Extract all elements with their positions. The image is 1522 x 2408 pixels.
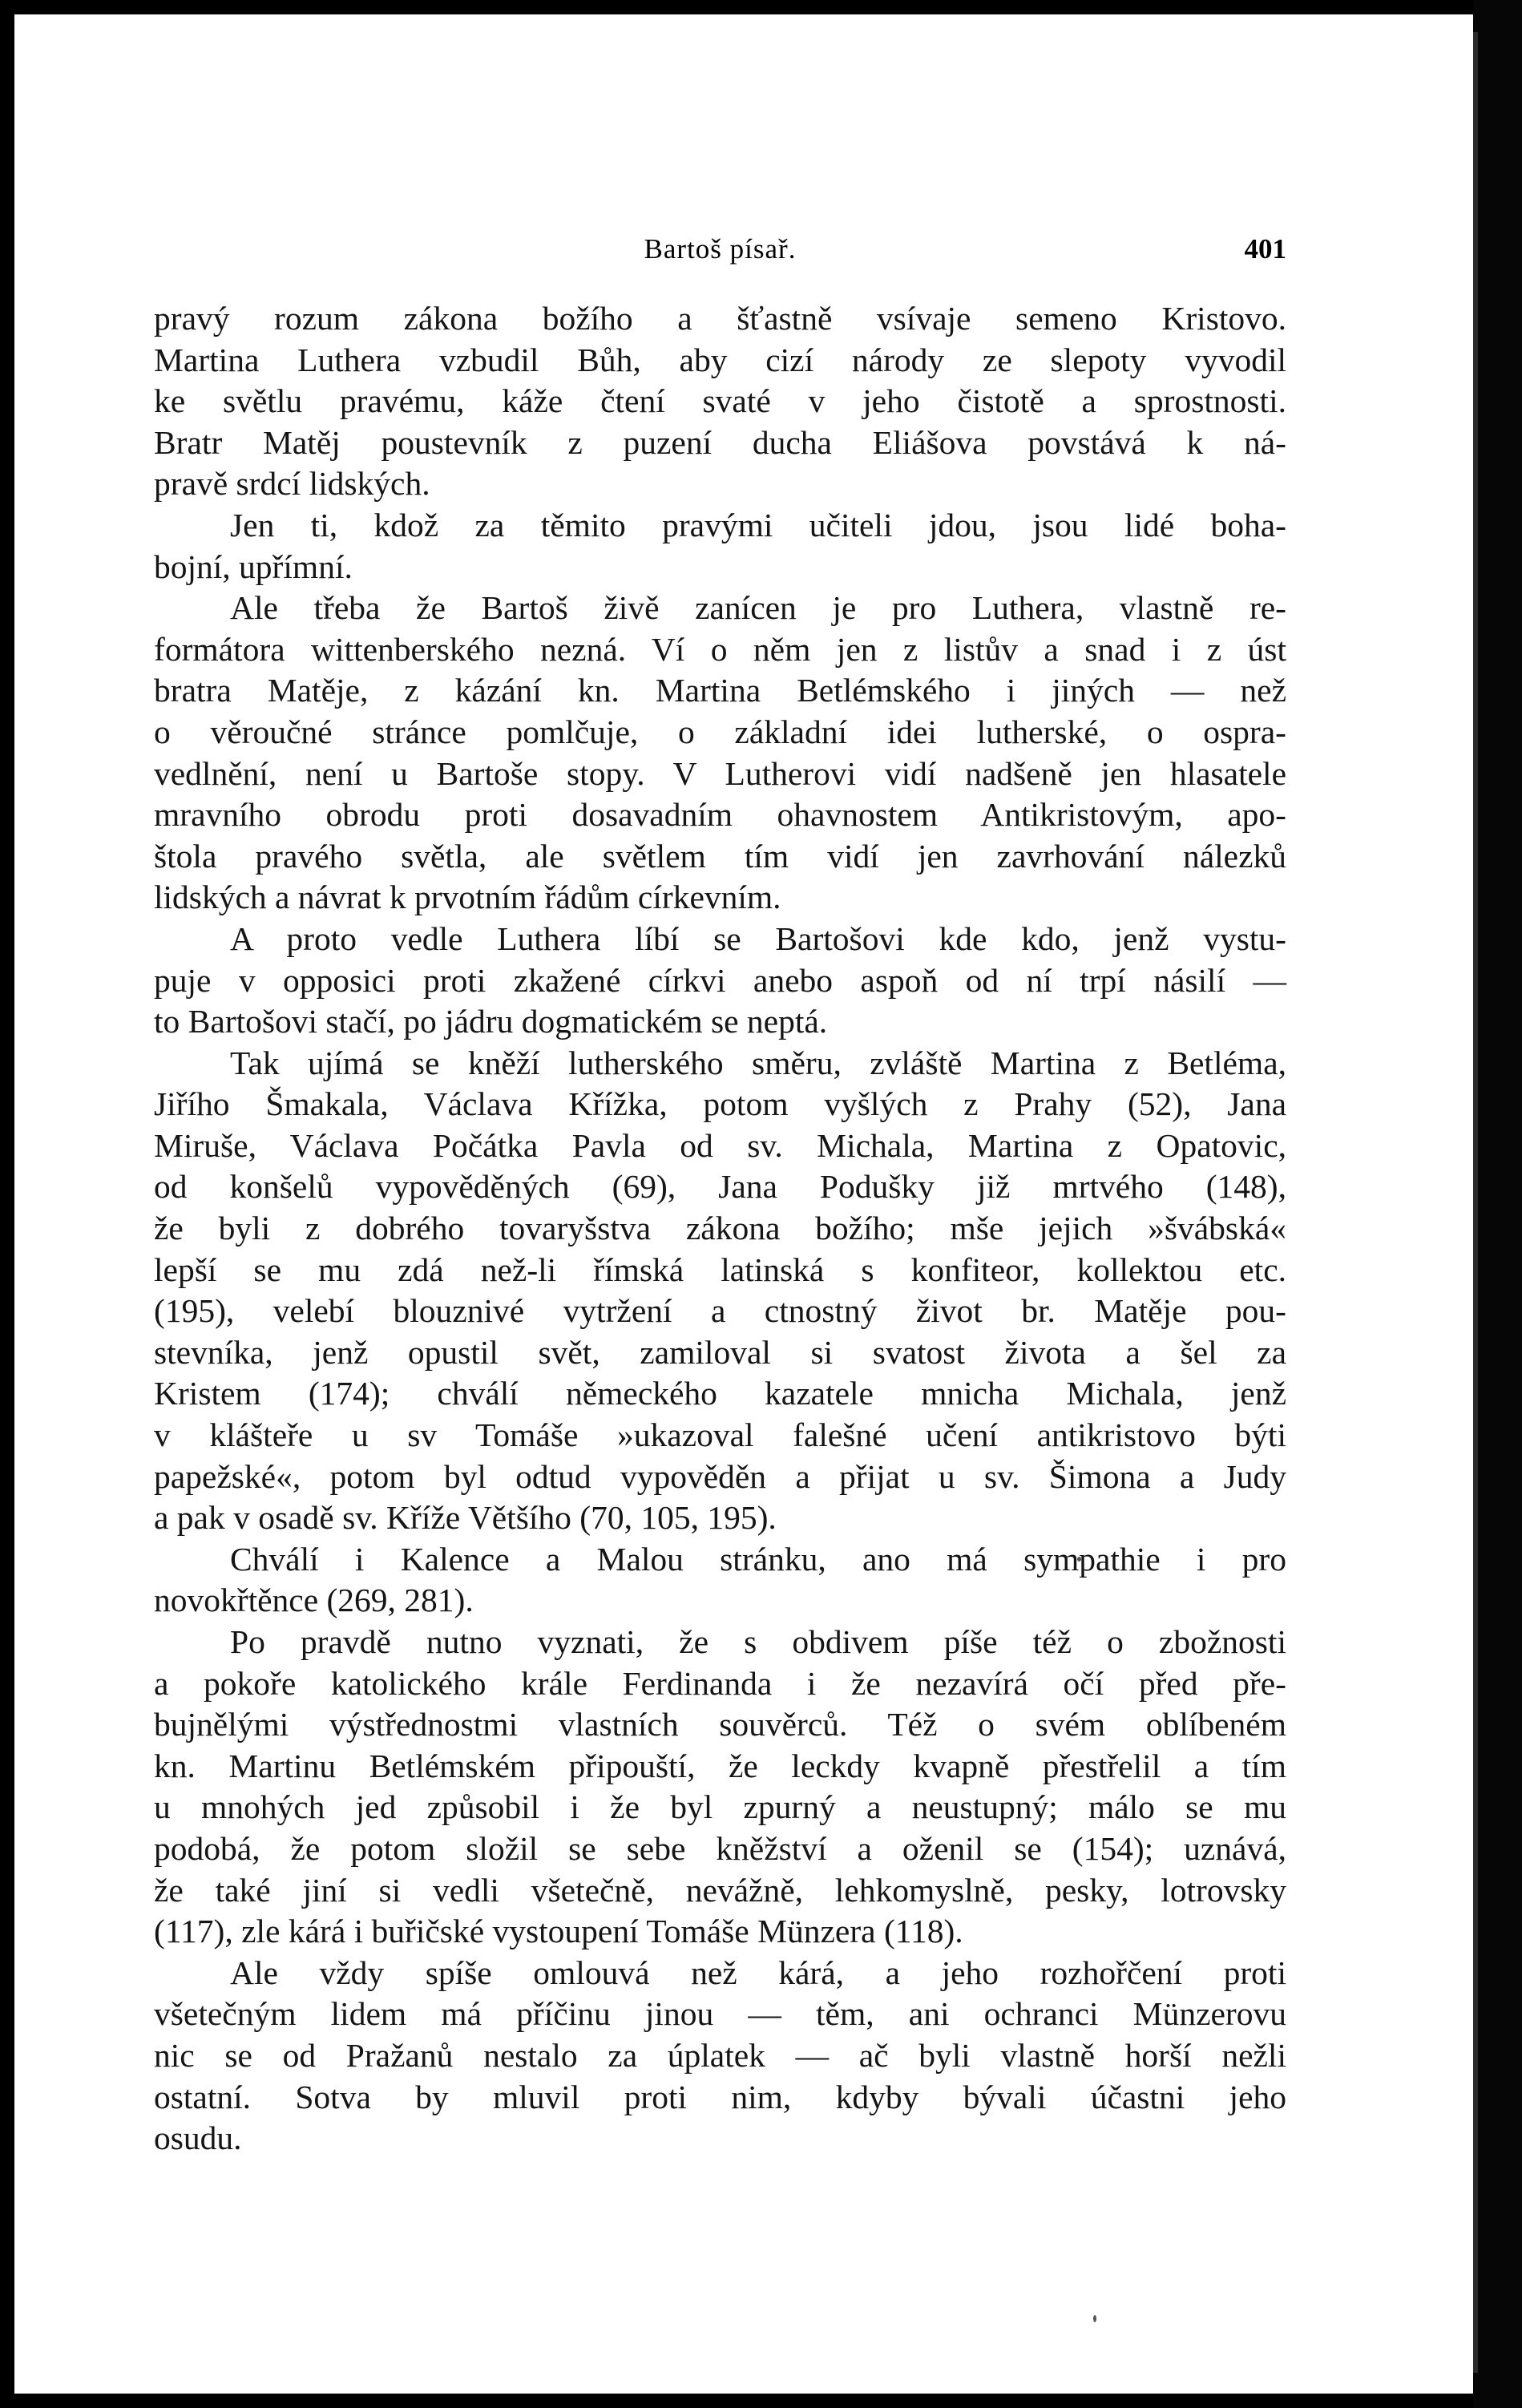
text-line: u mnohých jed způsobil i že byl zpurný a neustupný; málo se mu: [154, 1788, 1286, 1826]
text-line: (117), zle kárá i buřičské vystoupení Tomáše Münzera (118).: [154, 1913, 963, 1950]
text-line: nic se od Pražanů nestalo za úplatek — ač byli vlastně horší nežli: [154, 2036, 1286, 2074]
text-line: mravního obrodu proti dosavadním ohavnostem Antikristovým, apo-: [154, 796, 1286, 834]
text-line: ostatní. Sotva by mluvil proti nim, kdyby bývali účastni jeho: [154, 2078, 1286, 2115]
page-number: 401: [1244, 233, 1286, 265]
text-line: stevníka, jenž opustil svět, zamiloval si svatost života a šel za: [154, 1333, 1286, 1371]
scan-speck: [1093, 2315, 1096, 2322]
scan-edge-shadow: [1473, 32, 1478, 2373]
text-line: novokřtěnce (269, 281).: [154, 1582, 474, 1619]
text-line: Kristem (174); chválí německého kazatele mnicha Michala, jenž: [154, 1375, 1286, 1412]
paragraph: [154, 919, 1286, 1043]
text-line: že byli z dobrého tovaryšstva zákona božího; mše jejich »švábská«: [154, 1210, 1286, 1247]
text-line: Ale vždy spíše omlouvá než kárá, a jeho rozhořčení proti: [230, 1953, 1286, 1991]
paragraph: [154, 1539, 1286, 1622]
text-line: vedlnění, není u Bartoše stopy. V Lutherovi vidí nadšeně jen hlasatele: [154, 754, 1286, 792]
text-line: Jiřího Šmakala, Václava Křížka, potom vyšlých z Prahy (52), Jana: [154, 1085, 1286, 1123]
text-line: Bratr Matěj poustevník z puzení ducha Eliášova povstává k ná-: [154, 423, 1286, 461]
text-line: v klášteře u sv Tomáše »ukazoval falešné učení antikristovo býti: [154, 1416, 1286, 1454]
text-line: papežské«, potom byl odtud vypověděn a přijat u sv. Šimona a Judy: [154, 1457, 1286, 1495]
body-text: [154, 298, 1286, 2160]
text-line: Chválí i Kalence a Malou stránku, ano má sympathie i pro: [230, 1540, 1286, 1578]
text-line: a pokoře katolického krále Ferdinanda i že nezavírá očí před pře-: [154, 1664, 1286, 1702]
running-header: [154, 229, 1286, 269]
text-line: puje v opposici proti zkažené církvi anebo aspoň od ní trpí násilí —: [154, 961, 1286, 999]
paragraph: [154, 1622, 1286, 1953]
paragraph: [154, 505, 1286, 588]
text-line: pravě srdcí lidských.: [154, 465, 430, 503]
text-line: Tak ujímá se kněží lutherského směru, zvláště Martina z Betléma,: [230, 1044, 1286, 1081]
text-line: bujnělými výstřednostmi vlastních souvěrců. Též o svém oblíbeném: [154, 1706, 1286, 1743]
text-line: bratra Matěje, z kázání kn. Martina Betlémského i jiných — než: [154, 672, 1286, 709]
text-line: ke světlu pravému, káže čtení svaté v jeho čistotě a sprostnosti.: [154, 382, 1286, 420]
running-title: Bartoš písař.: [644, 233, 797, 265]
text-line: podobá, že potom složil se sebe kněžství a oženil se (154); uznává,: [154, 1829, 1286, 1867]
text-line: že také jiní si vedli všetečně, nevážně, lehkomyslně, pesky, lotrovsky: [154, 1871, 1286, 1909]
text-line: osudu.: [154, 2119, 242, 2157]
text-line: (195), velebí blouznivé vytržení a ctnostný život br. Matěje pou-: [154, 1292, 1286, 1330]
text-line: bojní, upřímní.: [154, 547, 353, 585]
paragraph: [154, 1953, 1286, 2160]
text-line: to Bartošovi stačí, po jádru dogmatickém se neptá.: [154, 1003, 828, 1040]
text-line: lepší se mu zdá než-li římská latinská s konfiteor, kollektou etc.: [154, 1250, 1286, 1288]
text-line: Jen ti, kdož za těmito pravými učiteli jdou, jsou lidé boha-: [230, 506, 1286, 543]
text-line: lidských a návrat k prvotním řádům církevním.: [154, 879, 781, 916]
text-line: pravý rozum zákona božího a šťastně vsívaje semeno Kristovo.: [154, 300, 1286, 337]
text-line: od konšelů vypověděných (69), Jana Podušky již mrtvého (148),: [154, 1168, 1286, 1206]
text-line: Martina Luthera vzbudil Bůh, aby cizí národy ze slepoty vyvodil: [154, 341, 1286, 378]
paragraph: [154, 588, 1286, 919]
text-line: o věroučné stránce pomlčuje, o základní idei lutherské, o ospra-: [154, 713, 1286, 750]
text-line: Miruše, Václava Počátka Pavla od sv. Michala, Martina z Opatovic,: [154, 1126, 1286, 1164]
paragraph: [154, 1043, 1286, 1539]
scan-dark-edge: [1473, 0, 1522, 2408]
text-line: kn. Martinu Betlémském připouští, že leckdy kvapně přestřelil a tím: [154, 1747, 1286, 1784]
text-line: A proto vedle Luthera líbí se Bartošovi kde kdo, jenž vystu-: [230, 919, 1286, 957]
text-line: Ale třeba že Bartoš živě zanícen je pro Luthera, vlastně re-: [230, 589, 1286, 627]
paragraph: [154, 298, 1286, 505]
text-line: Po pravdě nutno vyznati, že s obdivem píše též o zbožnosti: [230, 1623, 1286, 1660]
text-line: a pak v osadě sv. Kříže Většího (70, 105, 195).: [154, 1499, 777, 1537]
text-line: všetečným lidem má příčinu jinou — těm, ani ochranci Münzerovu: [154, 1995, 1286, 2033]
text-line: štola pravého světla, ale světlem tím vidí jen zavrhování nálezků: [154, 837, 1286, 875]
text-line: formátora wittenberského nezná. Ví o něm jen z listův a snad i z úst: [154, 630, 1286, 668]
